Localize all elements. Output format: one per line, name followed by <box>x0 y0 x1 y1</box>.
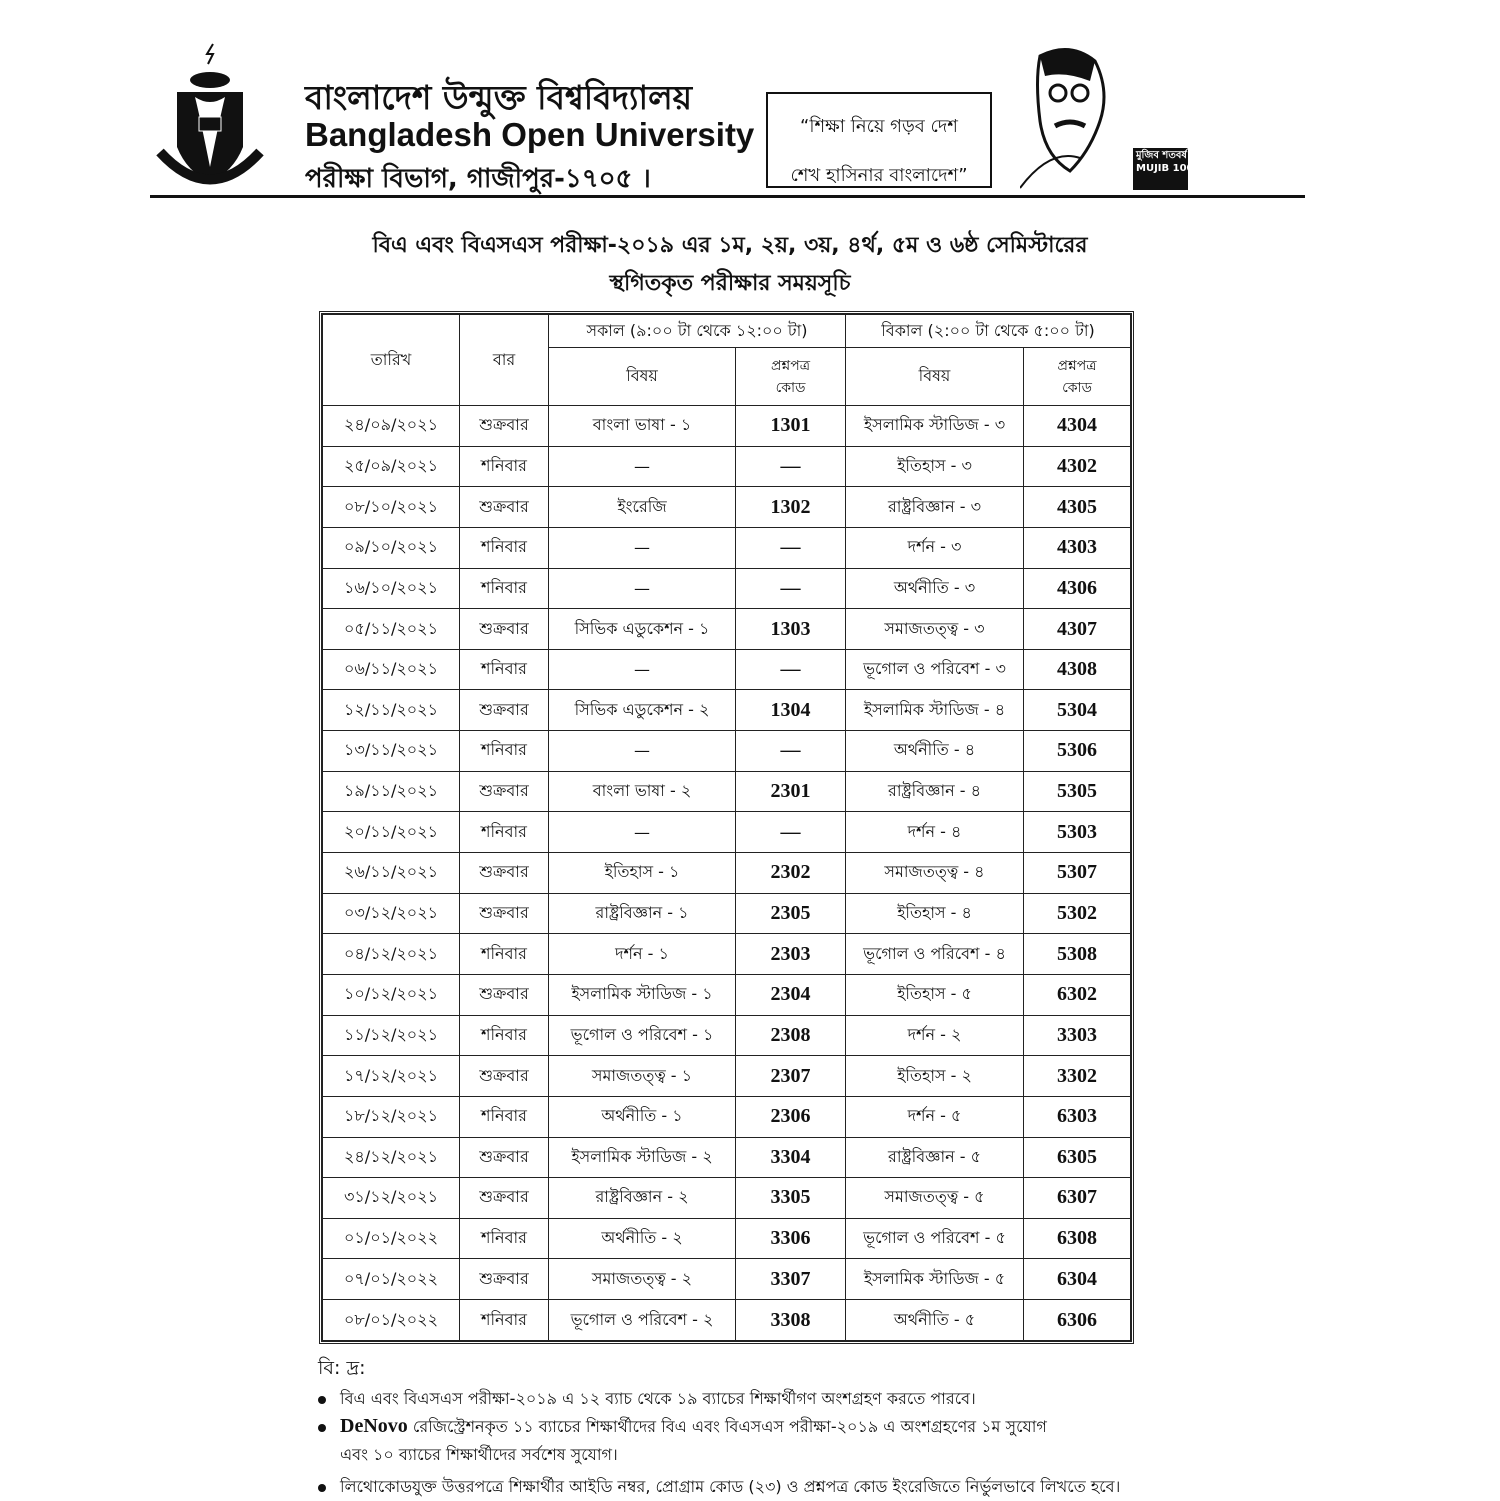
cell-afternoon-code: 4302 <box>1024 446 1131 487</box>
code-label-line-1: প্রশ্নপত্র <box>770 357 811 374</box>
cell-date: ১১/১২/২০২১ <box>323 1015 460 1056</box>
cell-afternoon-code: 5308 <box>1024 934 1131 975</box>
cell-afternoon-code: 5302 <box>1024 893 1131 934</box>
cell-day: শনিবার <box>460 446 549 487</box>
cell-day: শুক্রবার <box>460 1056 549 1097</box>
cell-afternoon-code: 6303 <box>1024 1096 1131 1137</box>
cell-date: ৩১/১২/২০২১ <box>323 1178 460 1219</box>
exam-schedule-table <box>319 311 1134 1344</box>
cell-morning-code: 3308 <box>736 1300 846 1341</box>
table-row <box>323 731 1131 772</box>
university-logo <box>155 42 265 192</box>
cell-afternoon-code: 6307 <box>1024 1178 1131 1219</box>
cell-afternoon-code: 5305 <box>1024 771 1131 812</box>
cell-morning-subject: — <box>549 731 736 772</box>
cell-date: ০৮/০১/২০২২ <box>323 1300 460 1341</box>
cell-day: শনিবার <box>460 1096 549 1137</box>
cell-date: ০৩/১২/২০২১ <box>323 893 460 934</box>
cell-date: ২০/১১/২০২১ <box>323 812 460 853</box>
cell-morning-subject: ভূগোল ও পরিবেশ - ১ <box>549 1015 736 1056</box>
cell-afternoon-subject: ইসলামিক স্টাডিজ - ৫ <box>846 1259 1024 1300</box>
cell-morning-subject: ইতিহাস - ১ <box>549 853 736 894</box>
table-row <box>323 690 1131 731</box>
cell-afternoon-code: 6304 <box>1024 1259 1131 1300</box>
cell-morning-code: — <box>736 649 846 690</box>
cell-morning-code: 2305 <box>736 893 846 934</box>
note-1 <box>318 1386 976 1413</box>
cell-afternoon-subject: অর্থনীতি - ৪ <box>846 731 1024 772</box>
cell-day: শনিবার <box>460 568 549 609</box>
header-afternoon-session: বিকাল (২:০০ টা থেকে ৫:০০ টা) <box>846 315 1131 348</box>
code-label-line-2: কোড <box>1062 379 1092 396</box>
cell-morning-code: — <box>736 731 846 772</box>
cell-morning-subject: — <box>549 649 736 690</box>
cell-morning-code: 2304 <box>736 974 846 1015</box>
cell-day: শুক্রবার <box>460 406 549 447</box>
cell-afternoon-code: 3303 <box>1024 1015 1131 1056</box>
cell-morning-subject: ইংরেজি <box>549 487 736 528</box>
cell-day: শনিবার <box>460 934 549 975</box>
header-morning-session: সকাল (৯:০০ টা থেকে ১২:০০ টা) <box>549 315 846 348</box>
cell-afternoon-subject: ইতিহাস - ২ <box>846 1056 1024 1097</box>
bullet-icon <box>318 1424 326 1432</box>
cell-afternoon-code: 4306 <box>1024 568 1131 609</box>
cell-morning-subject: সিভিক এডুকেশন - ১ <box>549 609 736 650</box>
cell-morning-code: 2301 <box>736 771 846 812</box>
cell-morning-subject: অর্থনীতি - ২ <box>549 1218 736 1259</box>
cell-day: শনিবার <box>460 1300 549 1341</box>
cell-afternoon-subject: ভূগোল ও পরিবেশ - ৫ <box>846 1218 1024 1259</box>
header-date: তারিখ <box>323 315 460 406</box>
table-row <box>323 974 1131 1015</box>
cell-morning-subject: বাংলা ভাষা - ২ <box>549 771 736 812</box>
cell-day: শুক্রবার <box>460 609 549 650</box>
header-divider <box>150 195 1305 198</box>
cell-day: শনিবার <box>460 812 549 853</box>
cell-day: শুক্রবার <box>460 487 549 528</box>
cell-afternoon-subject: রাষ্ট্রবিজ্ঞান - ৩ <box>846 487 1024 528</box>
cell-morning-code: 3307 <box>736 1259 846 1300</box>
cell-morning-subject: ইসলামিক স্টাডিজ - ১ <box>549 974 736 1015</box>
cell-afternoon-subject: ইসলামিক স্টাডিজ - ৪ <box>846 690 1024 731</box>
cell-morning-subject: ভূগোল ও পরিবেশ - ২ <box>549 1300 736 1341</box>
cell-date: ১৮/১২/২০২১ <box>323 1096 460 1137</box>
cell-morning-subject: — <box>549 812 736 853</box>
cell-afternoon-subject: রাষ্ট্রবিজ্ঞান - ৪ <box>846 771 1024 812</box>
cell-date: ০৮/১০/২০২১ <box>323 487 460 528</box>
note-2-continued: এবং ১০ ব্যাচের শিক্ষার্থীদের সর্বশেষ সুযোগ। <box>340 1445 618 1464</box>
header-afternoon-code <box>1024 348 1131 406</box>
cell-afternoon-code: 5303 <box>1024 812 1131 853</box>
cell-afternoon-code: 4308 <box>1024 649 1131 690</box>
cell-date: ০৬/১১/২০২১ <box>323 649 460 690</box>
cell-afternoon-subject: সমাজতত্ত্ব - ৩ <box>846 609 1024 650</box>
cell-date: ০১/০১/২০২২ <box>323 1218 460 1259</box>
cell-morning-code: — <box>736 568 846 609</box>
note-2 <box>318 1414 1047 1441</box>
university-name-english: Bangladesh Open University <box>305 116 755 153</box>
cell-afternoon-subject: ইতিহাস - ৪ <box>846 893 1024 934</box>
cell-afternoon-code: 6308 <box>1024 1218 1131 1259</box>
header-morning-code <box>736 348 846 406</box>
table-row <box>323 1096 1131 1137</box>
cell-morning-subject: রাষ্ট্রবিজ্ঞান - ১ <box>549 893 736 934</box>
table-row <box>323 1056 1131 1097</box>
department-address: পরীক্ষা বিভাগ, গাজীপুর-১৭০৫ । <box>305 164 651 194</box>
cell-day: শনিবার <box>460 649 549 690</box>
cell-afternoon-code: 3302 <box>1024 1056 1131 1097</box>
cell-afternoon-subject: দর্শন - ৫ <box>846 1096 1024 1137</box>
cell-day: শনিবার <box>460 1218 549 1259</box>
cell-afternoon-code: 5304 <box>1024 690 1131 731</box>
cell-afternoon-subject: ভূগোল ও পরিবেশ - ৪ <box>846 934 1024 975</box>
cell-morning-code: 3304 <box>736 1137 846 1178</box>
table-row <box>323 1218 1131 1259</box>
cell-date: ০৪/১২/২০২১ <box>323 934 460 975</box>
cell-afternoon-subject: ভূগোল ও পরিবেশ - ৩ <box>846 649 1024 690</box>
cell-morning-code: 1301 <box>736 406 846 447</box>
cell-afternoon-code: 5307 <box>1024 853 1131 894</box>
table-row <box>323 406 1131 447</box>
cell-morning-subject: — <box>549 568 736 609</box>
cell-date: ১০/১২/২০২১ <box>323 974 460 1015</box>
table-row <box>323 853 1131 894</box>
cell-date: ০৯/১০/২০২১ <box>323 527 460 568</box>
cell-morning-code: 2302 <box>736 853 846 894</box>
slogan-box <box>766 92 992 188</box>
cell-morning-code: — <box>736 527 846 568</box>
document-title-line-1: বিএ এবং বিএসএস পরীক্ষা-২০১৯ এর ১ম, ২য়, ৩য়, ৪র্থ, ৫ম ও ৬ষ্ঠ সেমিস্টারের <box>372 233 1088 258</box>
cell-day: শুক্রবার <box>460 1178 549 1219</box>
cell-morning-code: 1303 <box>736 609 846 650</box>
cell-date: ২৪/১২/২০২১ <box>323 1137 460 1178</box>
table-row <box>323 771 1131 812</box>
note-1-text: বিএ এবং বিএসএস পরীক্ষা-২০১৯ এ ১২ ব্যাচ থেকে ১৯ ব্যাচের শিক্ষার্থীগণ অংশগ্রহণ করতে পারবে। <box>340 1389 976 1408</box>
document-title-line-2: স্থগিতকৃত পরীক্ষার সময়সূচি <box>609 271 851 296</box>
cell-afternoon-code: 4304 <box>1024 406 1131 447</box>
table-row <box>323 446 1131 487</box>
cell-afternoon-subject: ইতিহাস - ৫ <box>846 974 1024 1015</box>
table-row <box>323 487 1131 528</box>
cell-morning-code: 2307 <box>736 1056 846 1097</box>
cell-morning-code: 2308 <box>736 1015 846 1056</box>
cell-morning-subject: ইসলামিক স্টাডিজ - ২ <box>549 1137 736 1178</box>
cell-morning-code: 1304 <box>736 690 846 731</box>
cell-afternoon-code: 4303 <box>1024 527 1131 568</box>
code-label-line-2: কোড <box>775 379 806 396</box>
cell-morning-code: — <box>736 812 846 853</box>
cell-afternoon-code: 6306 <box>1024 1300 1131 1341</box>
table-row <box>323 893 1131 934</box>
cell-day: শুক্রবার <box>460 690 549 731</box>
cell-date: ২৬/১১/২০২১ <box>323 853 460 894</box>
cell-day: শুক্রবার <box>460 974 549 1015</box>
table-row <box>323 1178 1131 1219</box>
cell-morning-subject: — <box>549 446 736 487</box>
cell-morning-subject: সমাজতত্ত্ব - ১ <box>549 1056 736 1097</box>
cell-morning-subject: — <box>549 527 736 568</box>
table-row <box>323 568 1131 609</box>
cell-morning-code: 2306 <box>736 1096 846 1137</box>
cell-morning-code: — <box>736 446 846 487</box>
note-3-text: লিথোকোডযুক্ত উত্তরপত্রে শিক্ষার্থীর আইডি নম্বর, প্রোগ্রাম কোড (২৩) ও প্রশ্নপত্র কোড ইংরেজিতে নির্ভুলভাবে লিখতে হবে। <box>340 1477 1121 1496</box>
table-row <box>323 934 1131 975</box>
bullet-icon <box>318 1396 326 1404</box>
code-label-line-1: প্রশ্নপত্র <box>1057 357 1097 374</box>
bullet-icon <box>318 1484 326 1492</box>
mujib-100-logo: মুজিব শতবর্ষ MUJIB 100 <box>1133 148 1223 190</box>
table-row <box>323 527 1131 568</box>
notes-heading: বি: দ্র: <box>318 1357 366 1379</box>
cell-morning-subject: রাষ্ট্রবিজ্ঞান - ২ <box>549 1178 736 1219</box>
cell-afternoon-subject: দর্শন - ৩ <box>846 527 1024 568</box>
cell-date: ১৩/১১/২০২১ <box>323 731 460 772</box>
cell-afternoon-code: 4305 <box>1024 487 1131 528</box>
cell-afternoon-subject: সমাজতত্ত্ব - ৫ <box>846 1178 1024 1219</box>
cell-day: শুক্রবার <box>460 853 549 894</box>
cell-day: শনিবার <box>460 527 549 568</box>
table-row <box>323 1259 1131 1300</box>
cell-morning-code: 1302 <box>736 487 846 528</box>
note-2-text: রেজিস্ট্রেশনকৃত ১১ ব্যাচের শিক্ষার্থীদের বিএ এবং বিএসএস পরীক্ষা-২০১৯ এ অংশগ্রহণের ১ম সুযোগ <box>407 1417 1047 1436</box>
cell-day: শুক্রবার <box>460 893 549 934</box>
note-3 <box>318 1474 1120 1501</box>
cell-date: ২৫/০৯/২০২১ <box>323 446 460 487</box>
table-row <box>323 1300 1131 1341</box>
cell-date: ০৭/০১/২০২২ <box>323 1259 460 1300</box>
cell-day: শনিবার <box>460 731 549 772</box>
note-2-bold: DeNovo <box>340 1415 408 1437</box>
cell-morning-subject: সমাজতত্ত্ব - ২ <box>549 1259 736 1300</box>
cell-afternoon-subject: দর্শন - ২ <box>846 1015 1024 1056</box>
cell-day: শনিবার <box>460 1015 549 1056</box>
cell-afternoon-code: 4307 <box>1024 609 1131 650</box>
cell-date: ১৭/১২/২০২১ <box>323 1056 460 1097</box>
table-row <box>323 1137 1131 1178</box>
cell-afternoon-code: 6302 <box>1024 974 1131 1015</box>
cell-day: শুক্রবার <box>460 771 549 812</box>
cell-date: ১৯/১১/২০২১ <box>323 771 460 812</box>
cell-afternoon-code: 6305 <box>1024 1137 1131 1178</box>
cell-afternoon-subject: সমাজতত্ত্ব - ৪ <box>846 853 1024 894</box>
header-day: বার <box>460 315 549 406</box>
cell-date: ১২/১১/২০২১ <box>323 690 460 731</box>
cell-date: ০৫/১১/২০২১ <box>323 609 460 650</box>
cell-afternoon-subject: রাষ্ট্রবিজ্ঞান - ৫ <box>846 1137 1024 1178</box>
cell-afternoon-code: 5306 <box>1024 731 1131 772</box>
table-row <box>323 1015 1131 1056</box>
cell-morning-subject: সিভিক এডুকেশন - ২ <box>549 690 736 731</box>
cell-day: শুক্রবার <box>460 1259 549 1300</box>
cell-date: ১৬/১০/২০২১ <box>323 568 460 609</box>
university-name-bengali: বাংলাদেশ উন্মুক্ত বিশ্ববিদ্যালয় <box>305 78 693 117</box>
cell-morning-code: 2303 <box>736 934 846 975</box>
cell-afternoon-subject: ইতিহাস - ৩ <box>846 446 1024 487</box>
cell-morning-subject: দর্শন - ১ <box>549 934 736 975</box>
header-morning-subject: বিষয় <box>549 348 736 406</box>
cell-day: শুক্রবার <box>460 1137 549 1178</box>
slogan-line-2: শেখ হাসিনার বাংলাদেশ” <box>790 165 968 186</box>
cell-afternoon-subject: দর্শন - ৪ <box>846 812 1024 853</box>
slogan-line-1: “শিক্ষা নিয়ে গড়ব দেশ <box>800 116 958 137</box>
cell-afternoon-subject: অর্থনীতি - ৫ <box>846 1300 1024 1341</box>
cell-morning-code: 3306 <box>736 1218 846 1259</box>
table-row <box>323 609 1131 650</box>
cell-afternoon-subject: অর্থনীতি - ৩ <box>846 568 1024 609</box>
table-row <box>323 812 1131 853</box>
cell-morning-subject: অর্থনীতি - ১ <box>549 1096 736 1137</box>
header-afternoon-subject: বিষয় <box>846 348 1024 406</box>
cell-afternoon-subject: ইসলামিক স্টাডিজ - ৩ <box>846 406 1024 447</box>
table-row <box>323 649 1131 690</box>
cell-morning-code: 3305 <box>736 1178 846 1219</box>
cell-date: ২৪/০৯/২০২১ <box>323 406 460 447</box>
cell-morning-subject: বাংলা ভাষা - ১ <box>549 406 736 447</box>
